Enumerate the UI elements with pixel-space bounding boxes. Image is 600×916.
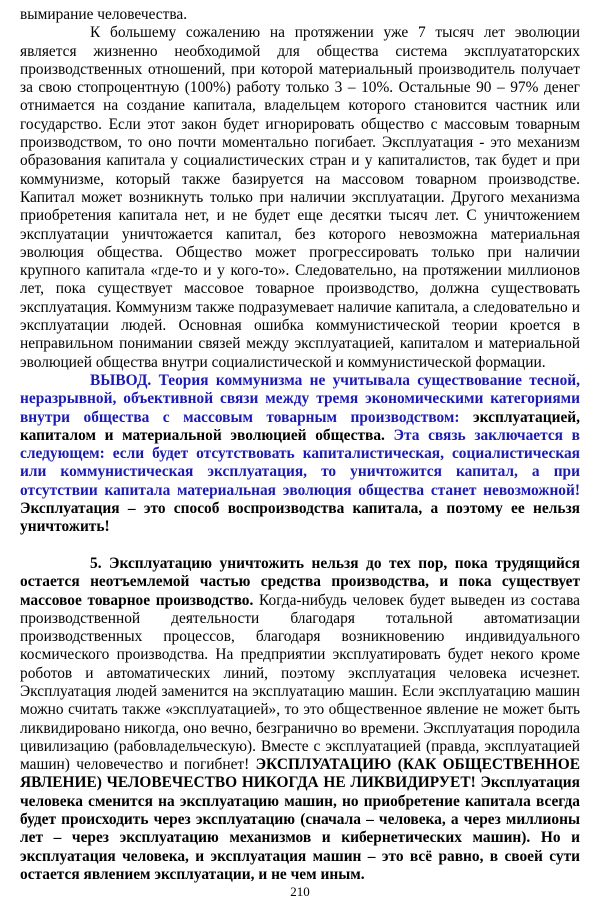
paragraph-exploitation-system: [20, 24, 580, 372]
section-5-bold-ending: ЭКСПЛУАТАЦИЮ (КАК ОБЩЕСТВЕННОЕ ЯВЛЕНИЕ) ЧЕЛОВЕЧЕСТВО НИКОГДА НЕ ЛИКВИДИРУЕТ! Эксплуатация человека сменится на эксплуатацию машин, но приобретение капитала всегда будет происходить через эксплуатацию (сначала – человека, а через миллионы лет – через эксплуатацию механизмов и кибернетических машин). Но и эксплуатация человека, и эксплуатация машин – это всё равно, в своей сути остается явлением эксплуатации, и не чем иным.: [20, 756, 580, 883]
paragraph-section-5: [20, 555, 580, 884]
page-number: 210: [290, 884, 310, 899]
section-5-body: Когда-нибудь человек будет выведен из состава производственной деятельности благодаря тотальной автоматизации производственных процессов, благодаря возникновению индивидуального космического производства. На предприятии эксплуатировать будет некого кроме роботов и автоматических линий, поэтому эксплуатация человека исчезнет. Эксплуатация людей заменится на эксплуатацию машин. Если эксплуатацию машин можно считать также «эксплуатацией», то это общественное явление не может быть ликвидировано никогда, оно вечно, безгранично во времени. Эксплуатация породила цивилизацию (рабовладельческую). Вместе с эксплуатацией (правда, эксплуатацией машин) человечество и погибнет!: [20, 591, 580, 774]
conclusion-bold-categories: эксплуатацией, капиталом и материальной эволюцией общества.: [20, 408, 580, 444]
text-span: вымирание человечества.: [20, 6, 188, 23]
text-span: К большему сожалению на протяжении уже 7 тысяч лет эволюции является жизненно необходимой для общества система эксплуататорских производственных отношений, при которой материальный производитель получает за свою стопроцентную (100%) работу только 3 – 10%. Остальные 90 – 97% денег отнимается на создание капитала, владельцем которого становится частник или государство. Если этот закон будет игнорировать общество с массовым товарным производством, то оно почти моментально погибает. Эксплуатация - это механизм образования капитала у социалистических стран и у капиталистов, так будет и при коммунизме, который также базируется на массовом товарном производстве. Капитал может возникнуть только при наличии эксплуатации. Другого механизма приобретения капитала нет, и не будет еще десятки тысяч лет. С уничтожением эксплуатации уничтожается капитал, без которого невозможна материальная эволюция общества. Общество может прогрессировать только при наличии крупного капитала «где-то и у кого-то». Следовательно, на протяжении миллионов лет, пока существует массовое товарное производство, должна существовать эксплуатация. Коммунизм также подразумевает наличие капитала, а следовательно и эксплуатации людей. Основная ошибка коммунистической теории кроется в неправильном понимании связей между эксплуатацией, капиталом и материальной эволюцией общества внутри социалистической и коммунистической формации.: [20, 24, 580, 371]
paragraph-conclusion: [20, 372, 580, 537]
section-5-bold-lead: 5. Эксплуатацию уничтожить нельзя до тех пор, пока трудящийся остается неотъемлемой частью средства производства, и пока существует массовое товарное производство.: [20, 554, 580, 609]
conclusion-bold-final: Эксплуатация – это способ воспроизводства капитала, а поэтому ее нельзя уничтожить!: [20, 500, 580, 536]
conclusion-highlight-blue-2: Эта связь заключается в следующем: если будет отсутствовать капиталистическая, социалистическая или коммунистическая эксплуатация, то уничтожится капитал, а при отсутствии капитала материальная эволюция общества станет невозможной!: [20, 426, 580, 499]
conclusion-highlight-blue: ВЫВОД. Теория коммунизма не учитывала существование тесной, неразрывной, объективной связи между тремя экономическими категориями внутри общества с массовым товарным производством:: [20, 371, 580, 426]
paragraph-intro-fragment: [20, 6, 580, 24]
